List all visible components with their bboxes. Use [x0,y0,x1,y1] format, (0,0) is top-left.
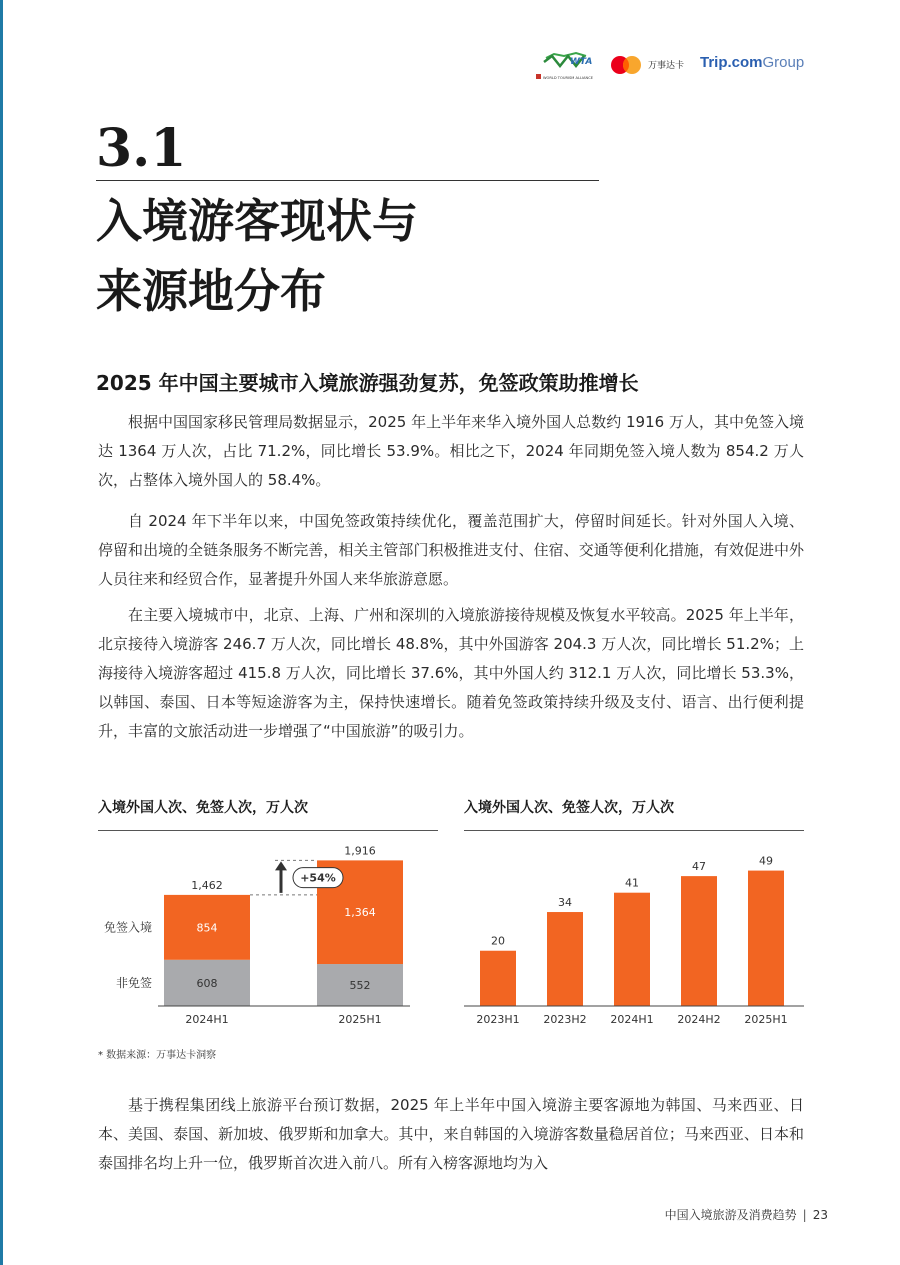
mastercard-logo [608,54,644,76]
section-title-line-2: 来源地分布 [96,264,326,318]
section-title [96,186,616,326]
x-tick-label: 2025H1 [338,1013,382,1026]
page-edge-accent [0,0,3,1265]
total-label: 1,916 [344,844,376,858]
series-label-non-visa-free: 非免签 [115,975,152,990]
data-label: 34 [558,896,572,910]
bar [547,912,583,1006]
wta-logo-text: WORLD TOURISM ALLIANCE [543,76,593,80]
segment-label: 854 [196,921,218,935]
x-tick-label: 2023H2 [543,1013,587,1026]
total-label: 1,462 [191,878,223,892]
x-tick-label: 2024H1 [185,1013,229,1026]
tripcom-brand: Trip.com [700,54,763,71]
paragraph-2: 自 2024 年下半年以来，中国免签政策持续优化，覆盖范围扩大，停留时间延长。针对外国人入境、停留和出境的全链条服务不断完善，相关主管部门积极推进支付、住宿、交通等便利化措施，有效促进中外人员往来和经贸合作，显著提升外国人来华旅游意愿。 [98,512,804,588]
stacked-bar-chart [90,832,445,1032]
paragraph-4: 基于携程集团线上旅游平台预订数据，2025 年上半年中国入境游主要客源地为韩国、马来西亚、日本、美国、泰国、新加坡、俄罗斯和加拿大。其中，来自韩国的入境游客数量稳居首位；马来西亚、日本和泰国排名均上升一位，俄罗斯首次进入前八。所有入榜客源地均为入 [98,1096,804,1172]
section-divider [96,180,599,181]
bar-chart [460,832,805,1032]
footer-separator: | [802,1208,807,1222]
footer [665,1206,828,1223]
page-number: 23 [812,1208,828,1222]
x-tick-label: 2024H1 [610,1013,654,1026]
tripcom-group: Group [762,54,805,71]
section-title-line-1: 入境游客现状与 [96,194,418,248]
subheading: 2025 年中国主要城市入境旅游强劲复苏，免签政策助推增长 [96,371,639,395]
data-label: 20 [491,934,505,948]
paragraph-1: 根据中国国家移民管理局数据显示，2025 年上半年来华入境外国人总数约 1916 万人，其中免签入境达 1364 万人次，占比 71.2%，同比增长 53.9%。相比之下，2024 年同期免签入境人数为 854.2 万人次，占整体入境外国人的 58.4%。 [98,413,804,489]
bar [681,876,717,1006]
x-tick-label: 2024H2 [677,1013,721,1026]
chart-2-rule [464,830,804,831]
paragraph-3: 在主要入境城市中，北京、上海、广州和深圳的入境旅游接待规模及恢复水平较高。2025 年上半年，北京接待入境游客 246.7 万人次，同比增长 48.8%，其中外国游客 204.3 万人次，同比增长 51.2%；上海接待入境游客超过 415.8 万人次，同比增长 37.6%，其中外国人约 312.1 万人次，同比增长 53.3%，以韩国、泰国、日本等短途游客为主，保持快速增长。随着免签政策持续升级及支付、语言、出行便利提升，丰富的文旅活动进一步增强了“中国旅游”的吸引力。 [98,606,804,740]
chart-2-title: 入境外国人次、免签人次，万人次 [464,800,674,816]
wta-logo [530,44,602,84]
section-number: 3.1 [96,118,187,179]
tripcom-group-logo [700,54,804,71]
segment-label: 608 [196,976,218,990]
growth-arrow-head [275,861,287,870]
bar [748,871,784,1006]
chart-1-rule [98,830,438,831]
segment-label: 552 [349,979,371,993]
source-note: * 数据来源：万事达卡洞察 [98,1050,217,1061]
chart-1-title: 入境外国人次、免签人次，万人次 [98,800,308,816]
growth-label: +54% [300,871,336,885]
data-label: 49 [759,854,773,868]
bar [480,951,516,1006]
bar [614,893,650,1006]
segment-label: 1,364 [344,906,376,920]
footer-title: 中国入境旅游及消费趋势 [664,1208,797,1222]
mastercard-label: 万事达卡 [648,61,685,71]
svg-text:WTA: WTA [570,57,593,67]
data-label: 41 [625,876,639,890]
series-label-visa-free: 免签入境 [103,920,152,935]
data-label: 47 [692,860,706,874]
x-tick-label: 2025H1 [744,1013,788,1026]
x-tick-label: 2023H1 [476,1013,520,1026]
